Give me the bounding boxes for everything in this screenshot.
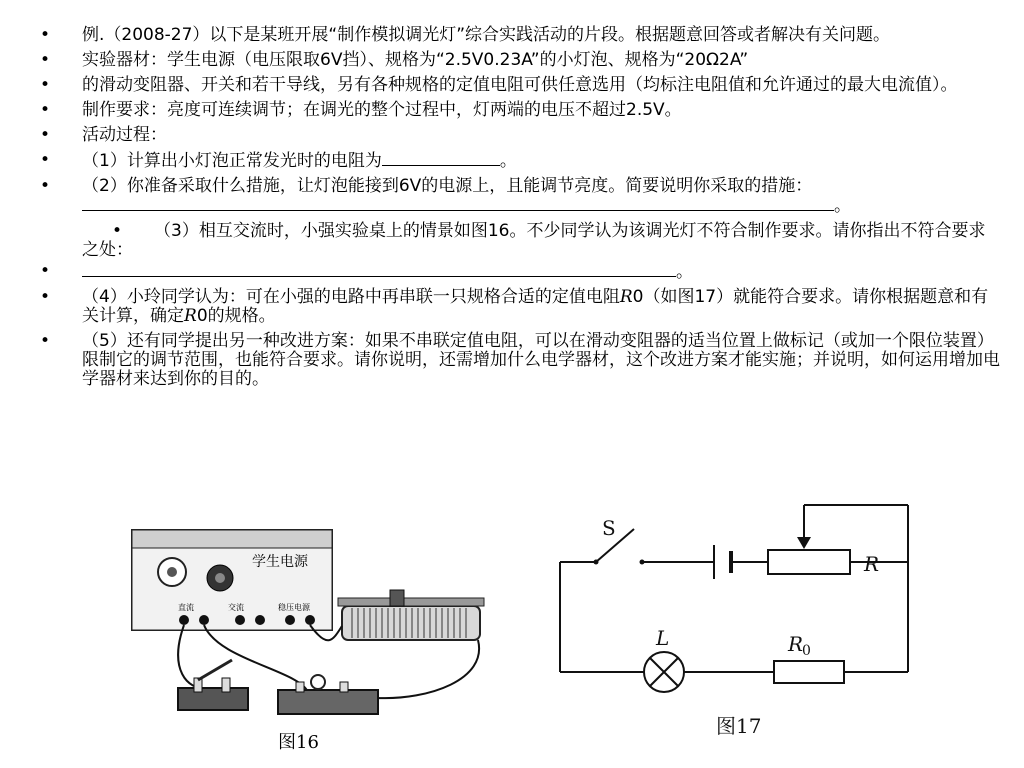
figure-17-caption: 图17 [716,714,762,738]
list-item [30,288,1000,326]
resistor-label: R [788,632,804,656]
switch-label: S [602,516,616,540]
q4-r-symbol: R [619,287,633,307]
figure-17-circuit [538,495,928,755]
list-item [30,101,1000,120]
mark-dc: 直流 [178,603,194,612]
question-list [30,26,1000,395]
list-item [30,222,1000,260]
figure-16-apparatus [128,520,488,760]
q1-period: 。 [499,151,517,171]
lamp-board-photo [278,690,378,714]
q2-answer-blank [82,196,834,211]
switch-photo [178,688,248,710]
fixed-resistor-symbol [774,661,844,683]
q2-text: （2）你准备采取什么措施，让灯泡能接到6V的电源上，且能调节亮度。简要说明你采取的措施： [82,176,813,196]
list-item [30,51,1000,70]
mark-stable: 稳压电源 [278,603,310,612]
list-item [30,151,1000,171]
q4-text-cont: 0（如图17）就能符合要求。请你根据题意和有关计算，确定 [82,287,989,326]
q1-answer-blank [382,151,500,166]
list-item [30,126,1000,145]
device-label: 学生电源 [252,554,308,570]
list-item-blank [30,262,1000,282]
rheostat-label: R [864,552,880,576]
rheostat-photo [342,606,480,640]
list-item [30,332,1000,389]
q3-period: 。 [676,262,693,282]
q3-answer-blank [82,262,676,277]
process-heading: 活动过程： [82,125,167,145]
equipment-text-cont: 的滑动变阻器、开关和若干导线，另有各种规格的定值电阻可供任意选用（均标注电阻值和允许通过的最大电流值）。 [82,75,958,95]
lamp-label: L [656,626,670,650]
q5-text: （5）还有同学提出另一种改进方案：如果不串联定值电阻，可以在滑动变阻器的适当位置上做标记（或加一个限位装置）限制它的调节范围，也能符合要求。请你说明，还需增加什么电学器材，这个改进方案才能实施；并说明，如何运用增加电学器材来达到你的目的。 [82,331,1000,389]
q4-text: （4）小玲同学认为：可在小强的电路中再串联一只规格合适的定值电阻 [82,287,620,307]
list-item [30,177,1000,216]
question-intro: 例.（2008-27）以下是某班开展“制作模拟调光灯”综合实践活动的片段。根据题意回答或者解决有关问题。 [82,25,891,45]
q4-text-end: 0的规格。 [196,306,276,326]
q3-text: （3）相互交流时，小强实验桌上的情景如图16。不少同学认为该调光灯不符合制作要求。请你指出不符合要求之处： [82,221,986,260]
requirement-text: 制作要求：亮度可连续调节；在调光的整个过程中，灯两端的电压不超过2.5V。 [82,100,682,120]
list-item [30,26,1000,45]
q2-period: 。 [834,196,851,216]
rheostat-symbol [768,550,850,574]
q1-text: （1）计算出小灯泡正常发光时的电阻为 [82,151,382,171]
resistor-subscript: 0 [802,643,811,659]
equipment-text: 实验器材：学生电源（电压限取6V挡）、规格为“2.5V0.23A”的小灯泡、规格为“20Ω2A” [82,50,749,70]
slider-arrow-icon [797,537,811,549]
list-item [30,76,1000,95]
mark-ac: 交流 [228,603,244,612]
figure-16-caption: 图16 [278,732,319,753]
q4-r-symbol-2: R [184,306,197,326]
